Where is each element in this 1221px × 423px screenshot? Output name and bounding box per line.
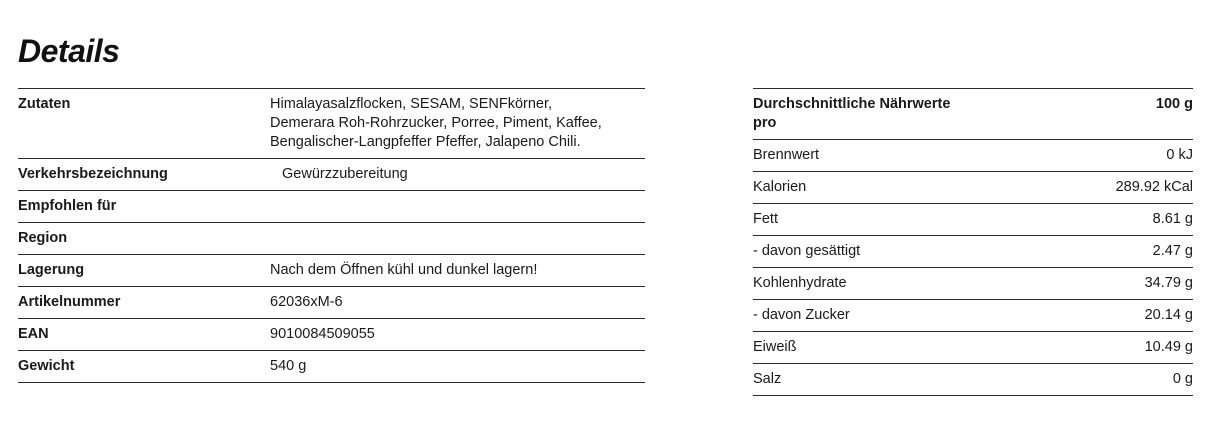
page-title: Details (18, 33, 120, 70)
table-row (753, 300, 1193, 332)
detail-value-region (250, 223, 645, 255)
nutrition-table (753, 88, 1193, 396)
detail-label-lagerung: Lagerung (18, 262, 85, 278)
nutrition-label-kalorien: Kalorien (753, 179, 807, 195)
nutrition-header-amount: 100 g (1155, 96, 1193, 112)
nutrition-amount-eiweiss: 10.49 g (1144, 339, 1193, 355)
table-row (753, 332, 1193, 364)
nutrition-label-kohlenhydrate: Kohlenhydrate (753, 275, 847, 291)
detail-value-zutaten (250, 89, 645, 159)
detail-value-empfohlen-fuer (250, 191, 645, 223)
nutrition-body (753, 89, 1193, 396)
detail-value-verkehrsbezeichnung: Gewürzzubereitung (282, 166, 408, 182)
nutrition-label-salz: Salz (753, 371, 782, 387)
table-row (18, 319, 645, 351)
nutrition-amount-fett: 8.61 g (1152, 211, 1193, 227)
product-details-table (18, 88, 645, 383)
table-row (753, 172, 1193, 204)
detail-value-gewicht: 540 g (270, 358, 307, 374)
table-row (753, 236, 1193, 268)
detail-value-line: Himalayasalzflocken, SESAM, SENFkörner, (270, 96, 553, 112)
product-details-body (18, 89, 645, 383)
detail-value-artikelnummer: 62036xM-6 (270, 294, 343, 310)
nutrition-label-davon-gesaettigt: - davon gesättigt (753, 243, 861, 259)
detail-value-line: Bengalischer-Langpfeffer Pfeffer, Jalapeno Chili. (270, 134, 581, 150)
nutrition-amount-kalorien: 289.92 kCal (1115, 179, 1193, 195)
nutrition-column (753, 88, 1193, 396)
detail-label-ean: EAN (18, 326, 49, 342)
table-row (18, 287, 645, 319)
nutrition-amount-brennwert: 0 kJ (1166, 147, 1193, 163)
table-row (753, 140, 1193, 172)
nutrition-label-eiweiss: Eiweiß (753, 339, 797, 355)
nutrition-header-label: Durchschnittliche Nährwerte pro (753, 96, 951, 131)
table-row (18, 89, 645, 159)
table-row (18, 159, 645, 191)
detail-label-zutaten: Zutaten (18, 96, 71, 112)
detail-value-ean: 9010084509055 (270, 326, 375, 342)
detail-label-region: Region (18, 230, 68, 246)
detail-label-artikelnummer: Artikelnummer (18, 294, 121, 310)
nutrition-label-fett: Fett (753, 211, 778, 227)
table-row (753, 268, 1193, 300)
detail-value-lagerung: Nach dem Öffnen kühl und dunkel lagern! (270, 262, 538, 278)
nutrition-label-davon-zucker: - davon Zucker (753, 307, 850, 323)
table-row (753, 204, 1193, 236)
nutrition-label-brennwert: Brennwert (753, 147, 820, 163)
table-row (18, 191, 645, 223)
table-row (18, 223, 645, 255)
table-row (753, 364, 1193, 396)
detail-label-empfohlen-fuer: Empfohlen für (18, 198, 117, 214)
table-row (18, 351, 645, 383)
detail-label-verkehrsbezeichnung: Verkehrsbezeichnung (18, 166, 168, 182)
nutrition-amount-davon-gesaettigt: 2.47 g (1152, 243, 1193, 259)
nutrition-amount-salz: 0 g (1172, 371, 1193, 387)
nutrition-header-row (753, 89, 1193, 140)
nutrition-amount-davon-zucker: 20.14 g (1144, 307, 1193, 323)
product-details-column (18, 88, 645, 383)
detail-label-gewicht: Gewicht (18, 358, 75, 374)
nutrition-amount-kohlenhydrate: 34.79 g (1144, 275, 1193, 291)
detail-value-line: Demerara Roh-Rohrzucker, Porree, Piment, Kaffee, (270, 115, 602, 131)
table-row (18, 255, 645, 287)
